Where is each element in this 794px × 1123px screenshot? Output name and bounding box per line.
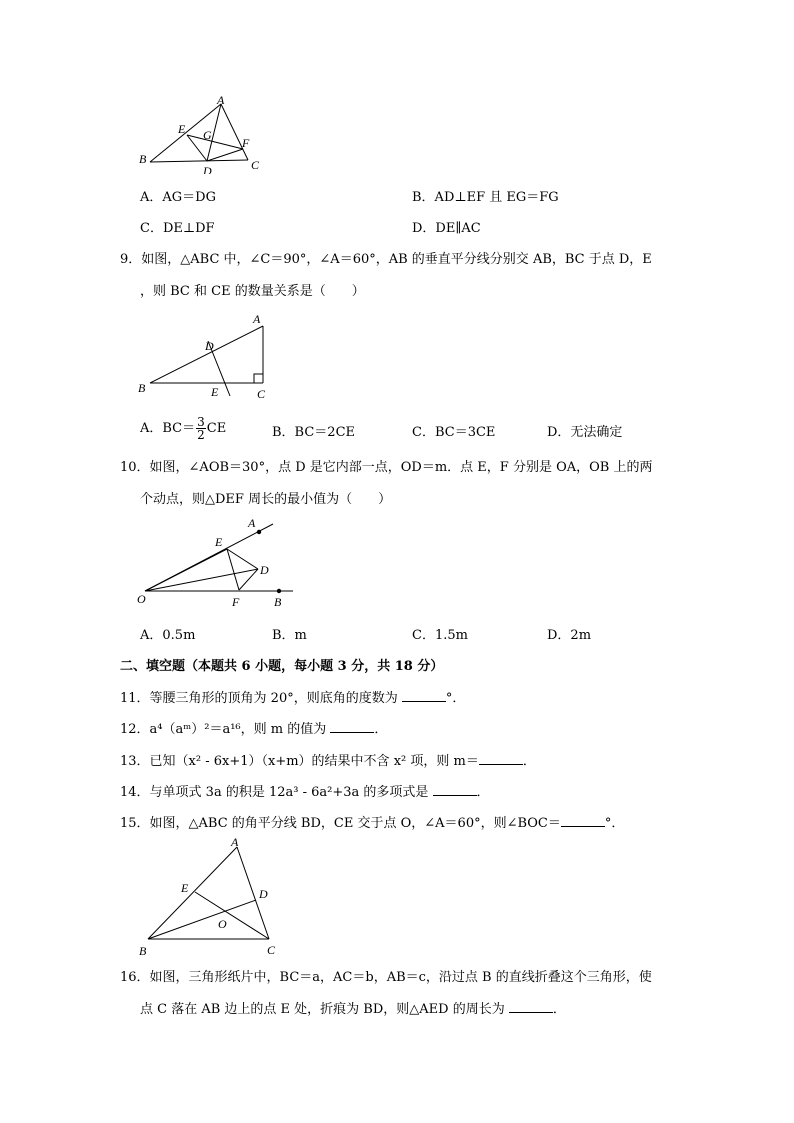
q12-answer-blank[interactable]	[330, 720, 374, 733]
q14-answer-blank[interactable]	[433, 783, 477, 796]
q15-label-a: A	[231, 835, 239, 849]
q13-text-end: ．	[522, 754, 536, 769]
q9-label-e: E	[211, 385, 219, 399]
q13-answer-blank[interactable]	[479, 752, 523, 765]
q16-text-end: ．	[552, 1002, 566, 1017]
q8-figure	[135, 94, 270, 174]
q16-answer-blank[interactable]	[509, 1000, 553, 1013]
q15-label-o: O	[218, 917, 227, 931]
q16-stem-line2	[140, 998, 566, 1017]
q11	[120, 687, 465, 706]
q14	[120, 781, 490, 800]
q8-label-b: B	[139, 152, 147, 166]
section-heading: 二、填空题（本题共 6 小题，每小题 3 分，共 18 分）	[120, 659, 444, 674]
q10-label-f: F	[232, 595, 240, 609]
q9-option-c: C．BC＝3CE	[412, 425, 496, 440]
q11-answer-blank[interactable]	[402, 689, 446, 702]
q8-option-b: B．AD⊥EF 且 EG＝FG	[412, 190, 559, 205]
q12-text-end: ．	[374, 722, 388, 737]
q15-answer-blank[interactable]	[561, 814, 605, 827]
q15-label-d: D	[259, 887, 268, 901]
q10-stem-line1: 10．如图，∠AOB＝30°，点 D 是它内部一点，OD＝m．点 E，F 分别是 OA，OB 上的两	[120, 460, 653, 475]
q15-label-b: B	[139, 944, 147, 958]
q9-label-b: B	[138, 381, 146, 395]
q9-option-b: B．BC＝2CE	[272, 425, 356, 440]
q11-text: 11．等腰三角形的顶角为 20°，则底角的度数为	[120, 691, 402, 706]
q9-fraction-denominator: 2	[197, 428, 205, 442]
q13	[120, 750, 536, 769]
q10-label-b: B	[274, 595, 282, 609]
q14-text-end: ．	[476, 785, 490, 800]
q10-label-o: O	[137, 592, 146, 606]
q8-label-d: D	[203, 164, 212, 174]
q10-figure	[133, 512, 298, 614]
q9-figure	[135, 308, 275, 403]
q9-label-a: A	[253, 312, 261, 326]
q11-text-end: °．	[445, 691, 466, 706]
q8-option-c: C．DE⊥DF	[140, 221, 215, 236]
q9-fraction-numerator: 3	[197, 415, 205, 429]
q9-label-c: C	[257, 387, 266, 401]
q9-option-d: D．无法确定	[547, 425, 623, 440]
q15	[120, 812, 624, 831]
q13-text: 13．已知（x² - 6x+1）（x+m）的结果中不含 x² 项，则 m＝	[120, 754, 479, 769]
q12	[120, 718, 387, 737]
q15-label-e: E	[181, 881, 189, 895]
q9-option-a-prefix: A．BC＝	[140, 421, 196, 436]
q10-option-a: A．0.5m	[140, 628, 196, 643]
q10-label-e: E	[215, 535, 223, 549]
q8-label-f: F	[242, 136, 250, 150]
q9-option-a-suffix: CE	[206, 421, 227, 436]
q9-stem-line1: 9．如图，△ABC 中，∠C＝90°，∠A＝60°，AB 的垂直平分线分别交 AB，BC 于点 D，E	[120, 252, 652, 267]
q12-text: 12．a⁴（aᵐ）²＝a¹⁶，则 m 的值为	[120, 722, 331, 737]
q9-label-d: D	[205, 339, 214, 353]
q15-text: 15．如图，△ABC 的角平分线 BD，CE 交于点 O，∠A＝60°，则∠BOC＝	[120, 816, 561, 831]
q10-option-c: C．1.5m	[412, 628, 468, 643]
q10-option-b: B．m	[272, 628, 307, 643]
q8-label-c: C	[251, 158, 260, 172]
q15-text-end: °．	[604, 816, 625, 831]
q10-option-d: D．2m	[547, 628, 592, 643]
q8-option-a: A．AG＝DG	[140, 190, 216, 205]
q9-stem-line2: ，则 BC 和 CE 的数量关系是（ ）	[140, 284, 365, 299]
q15-label-c: C	[267, 943, 276, 957]
q10-stem-line2: 个动点，则△DEF 周长的最小值为（ ）	[140, 492, 392, 507]
q8-label-e: E	[178, 122, 186, 136]
q10-label-d: D	[260, 563, 269, 577]
q8-option-d: D．DE∥AC	[412, 221, 481, 236]
q16-stem-line1: 16．如图，三角形纸片中，BC＝a，AC＝b，AB＝c，沿过点 B 的直线折叠这个三角形，使	[120, 970, 652, 985]
q16-text: 点 C 落在 AB 边上的点 E 处，折痕为 BD，则△AED 的周长为	[140, 1002, 509, 1017]
q8-label-a: A	[217, 94, 225, 107]
q10-label-a: A	[248, 516, 256, 530]
q14-text: 14．与单项式 3a 的积是 12a³ - 6a²+3a 的多项式是	[120, 785, 433, 800]
q15-figure	[135, 834, 285, 962]
q8-label-g: G	[203, 128, 212, 142]
q9-option-a-fraction	[196, 416, 206, 441]
q9-option-a	[140, 416, 226, 441]
